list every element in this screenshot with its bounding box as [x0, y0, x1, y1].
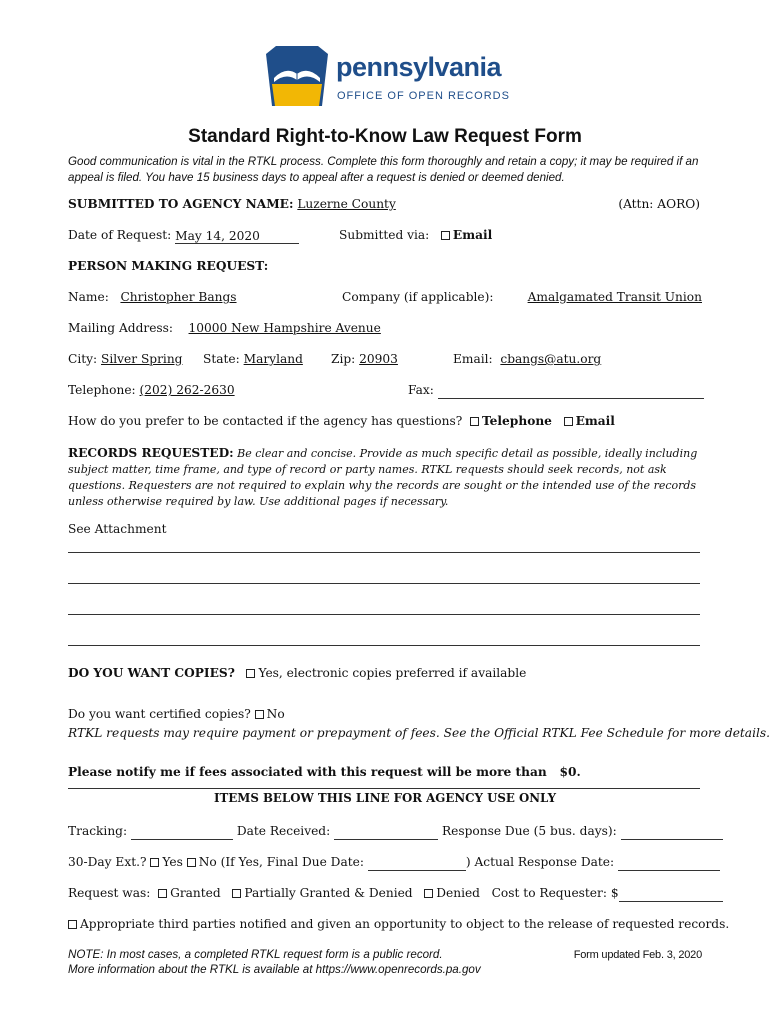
agency-use-divider: [68, 788, 700, 789]
third-party-label: Appropriate third parties notified and given an opportunity to object to the release of requested records.: [80, 917, 730, 931]
zip-row: [331, 352, 398, 366]
third-party-checkbox[interactable]: [68, 920, 77, 929]
tracking-field[interactable]: [131, 825, 233, 840]
extension-label: 30-Day Ext.?: [68, 855, 147, 869]
email-pref-option-label: Email: [575, 414, 615, 428]
company-label: Company (if applicable):: [342, 290, 494, 304]
logo-subtitle: OFFICE OF OPEN RECORDS: [337, 90, 510, 102]
city-field[interactable]: Silver Spring: [101, 352, 183, 366]
denied-checkbox[interactable]: [424, 889, 433, 898]
email-option-label: Email: [452, 228, 493, 242]
fax-row: [408, 383, 704, 399]
third-party-row: [68, 917, 729, 931]
telephone-checkbox[interactable]: [470, 417, 479, 426]
form-updated: Form updated Feb. 3, 2020: [573, 949, 702, 961]
requester-heading: PERSON MAKING REQUEST:: [68, 259, 269, 273]
ext-no-checkbox[interactable]: [187, 858, 196, 867]
actual-response-label: ) Actual Response Date:: [465, 855, 615, 869]
email-label: Email:: [453, 352, 493, 366]
address-label: Mailing Address:: [68, 321, 174, 335]
agency-use-heading: ITEMS BELOW THIS LINE FOR AGENCY USE ONLY: [213, 791, 557, 805]
agency-attn: (Attn: AORO): [618, 197, 700, 211]
certified-row: [68, 707, 285, 721]
phone-field[interactable]: (202) 262-2630: [139, 383, 235, 397]
copies-question: DO YOU WANT COPIES?: [68, 666, 235, 680]
ext-yes-checkbox[interactable]: [150, 858, 159, 867]
agency-value[interactable]: Luzerne County: [297, 197, 396, 211]
zip-field[interactable]: 20903: [359, 352, 398, 366]
address-field[interactable]: 10000 New Hampshire Avenue: [188, 321, 381, 335]
tracking-row: [68, 824, 723, 840]
partial-checkbox[interactable]: [232, 889, 241, 898]
footer-note-2: More information about the RTKL is available at https://www.openrecords.pa.gov: [68, 963, 481, 976]
fax-label: Fax:: [408, 383, 434, 397]
keystone-book-icon: [262, 44, 332, 108]
date-field[interactable]: May 14, 2020: [175, 229, 299, 244]
records-value[interactable]: See Attachment: [68, 522, 167, 536]
records-instructions: Be clear and concise. Provide as much specific detail as possible, ideally including subject matter, time frame, and type of record or party names. RTKL requests should seek records, not ask questions. Requesters are not required to explain why the records are sought or the intended use of the records unless otherwise required by law. Use additional pages if necessary.: [68, 447, 698, 508]
extension-row: [68, 855, 720, 871]
records-line-3[interactable]: [68, 614, 700, 615]
state-field[interactable]: Maryland: [243, 352, 303, 366]
date-row: [68, 228, 299, 244]
address-row: [68, 321, 381, 335]
denied-label: Denied: [436, 886, 480, 900]
name-field[interactable]: Christopher Bangs: [120, 290, 237, 304]
granted-checkbox[interactable]: [158, 889, 167, 898]
actual-response-field[interactable]: [618, 856, 720, 871]
submitted-via-row: [339, 228, 492, 242]
ext-yes-label: Yes: [162, 855, 183, 869]
date-received-field[interactable]: [334, 825, 438, 840]
records-line-2[interactable]: [68, 583, 700, 584]
email-pref-checkbox[interactable]: [564, 417, 573, 426]
request-was-label: Request was:: [68, 886, 151, 900]
phone-row: [68, 383, 235, 397]
records-line-1[interactable]: [68, 552, 700, 553]
company-field[interactable]: Amalgamated Transit Union: [527, 290, 702, 304]
name-row: [68, 290, 237, 304]
records-block: [68, 445, 704, 510]
tracking-label: Tracking:: [68, 824, 128, 838]
agency-label: SUBMITTED TO AGENCY NAME:: [68, 197, 294, 211]
records-line-4[interactable]: [68, 645, 700, 646]
submitted-via-label: Submitted via:: [339, 228, 430, 242]
partial-label: Partially Granted & Denied: [244, 886, 413, 900]
copies-checkbox[interactable]: [246, 669, 255, 678]
phone-label: Telephone:: [68, 383, 136, 397]
ext-no-label: No (If Yes, Final Due Date:: [198, 855, 364, 869]
response-due-label: Response Due (5 bus. days):: [441, 824, 617, 838]
certified-no-label: No: [266, 707, 285, 721]
request-was-row: [68, 886, 723, 902]
response-due-field[interactable]: [621, 825, 723, 840]
granted-label: Granted: [170, 886, 221, 900]
contact-pref-question: How do you prefer to be contacted if the agency has questions?: [68, 414, 463, 428]
certified-question: Do you want certified copies?: [68, 707, 251, 721]
agency-row: [68, 197, 396, 211]
email-checkbox[interactable]: [441, 231, 450, 240]
logo-wordmark: pennsylvania: [336, 52, 502, 82]
city-label: City:: [68, 352, 98, 366]
final-due-date-field[interactable]: [368, 856, 466, 871]
contact-pref-row: [68, 414, 615, 428]
footer-note-1: NOTE: In most cases, a completed RTKL request form is a public record.: [68, 948, 443, 961]
state-label: State:: [203, 352, 240, 366]
telephone-option-label: Telephone: [482, 414, 552, 428]
notify-row: [68, 765, 581, 779]
copies-option-label: Yes, electronic copies preferred if available: [258, 666, 527, 680]
intro-text: Good communication is vital in the RTKL process. Complete this form thoroughly and retain a copy; it may be required if an appeal is filed. You have 15 business days to appeal after a request is denied or deemed denied.: [68, 155, 699, 184]
email-field[interactable]: cbangs@atu.org: [500, 352, 602, 366]
cost-field[interactable]: [619, 887, 723, 902]
notify-text: Please notify me if fees associated with this request will be more than: [68, 765, 547, 779]
fee-note: RTKL requests may require payment or prepayment of fees. See the Official RTKL Fee Schedule for more details.: [68, 726, 770, 740]
state-row: [203, 352, 303, 366]
pennsylvania-logo: [262, 44, 510, 110]
certified-no-checkbox[interactable]: [255, 710, 264, 719]
name-label: Name:: [68, 290, 109, 304]
notify-amount[interactable]: $0.: [559, 765, 581, 779]
records-heading: RECORDS REQUESTED:: [68, 446, 234, 460]
date-label: Date of Request:: [68, 228, 172, 242]
email-row: [453, 352, 601, 366]
date-received-label: Date Received:: [236, 824, 331, 838]
city-row: [68, 352, 182, 366]
zip-label: Zip:: [331, 352, 356, 366]
copies-row: [68, 666, 526, 680]
form-title: Standard Right-to-Know Law Request Form: [188, 126, 582, 147]
fax-field[interactable]: [438, 384, 704, 399]
cost-label: Cost to Requester: $: [491, 886, 619, 900]
